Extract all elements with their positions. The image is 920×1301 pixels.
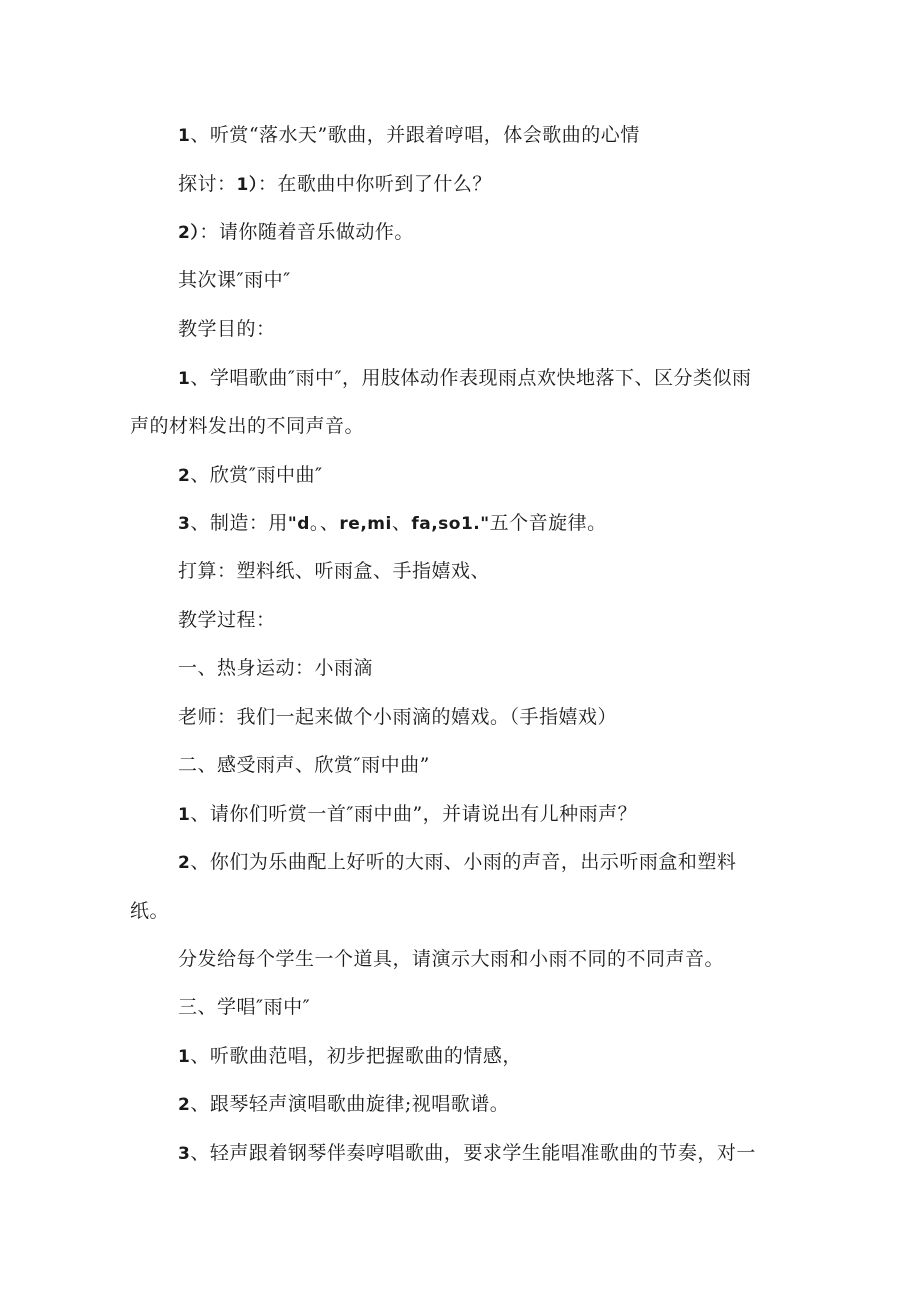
- paragraph-text: 、请你们听赏一首″雨中曲”，并请说出有儿种雨声？: [190, 803, 638, 825]
- item-number: 2: [178, 1095, 191, 1115]
- section-heading-process: 教学过程：: [178, 609, 276, 631]
- paragraph-text: 、听赏“落水天”歌曲，并跟着哼唱，体会歌曲的心情: [190, 124, 640, 146]
- paragraph-section-three: 三、学唱″雨中″: [178, 996, 311, 1018]
- item-number: 3: [178, 514, 191, 534]
- paragraph-text: 、制造：用: [190, 512, 288, 534]
- paragraph-preparation: 打算：塑料纸、听雨盒、手指嬉戏、: [178, 560, 491, 582]
- note-text: fa,so1.": [411, 514, 490, 534]
- paragraph-objective-1: [178, 366, 752, 391]
- paragraph-teacher: 老师：我们一起来做个小雨滴的嬉戏。（手指嬉戏）: [178, 706, 618, 728]
- item-number: 1: [178, 369, 191, 389]
- paragraph-step-1: [178, 802, 637, 827]
- paragraph-sing-step-1: [178, 1044, 522, 1069]
- paragraph-listen-song: [178, 123, 640, 148]
- section-heading-objectives: 教学目的：: [178, 318, 276, 340]
- paragraph-text: 、跟琴轻声演唱歌曲旋律;视唱歌谱。: [190, 1093, 510, 1115]
- note-text: "d: [287, 514, 310, 534]
- item-number: 2: [178, 853, 191, 873]
- paragraph-text: 、你们为乐曲配上好听的大雨、小雨的声音，出示听雨盒和塑料: [190, 851, 737, 873]
- paragraph-discussion-1: [178, 172, 492, 197]
- paragraph-objective-2: [178, 463, 323, 488]
- item-number: 1: [178, 805, 191, 825]
- paragraph-sing-step-2: [178, 1092, 509, 1117]
- paragraph-continuation: 声的材料发出的不同声音。: [130, 415, 365, 437]
- paragraph-warmup: 一、热身运动：小雨滴: [178, 657, 374, 679]
- paragraph-step-2: [178, 850, 736, 875]
- paragraph-section-two: 二、感受雨声、欣赏″雨中曲”: [178, 754, 430, 776]
- paragraph-text: 。、: [309, 512, 340, 534]
- paragraph-distribute: 分发给每个学生一个道具，请演示大雨和小雨不同的不同声音。: [178, 948, 725, 970]
- item-number: 3: [178, 1144, 191, 1164]
- paragraph-text: 五个音旋律。: [489, 512, 607, 534]
- item-number: 2）: [178, 223, 200, 243]
- paragraph-text: ：请你随着音乐做动作。: [199, 221, 414, 243]
- paragraph-discussion-2: [178, 220, 414, 245]
- paragraph-text: 、学唱歌曲″雨中″，用肢体动作表现雨点欢快地落下、区分类似雨: [190, 367, 752, 389]
- item-number: 1: [178, 126, 191, 146]
- item-number: 1: [178, 1047, 191, 1067]
- paragraph-continuation: 纸。: [130, 900, 170, 922]
- paragraph-text: 、: [391, 512, 412, 534]
- paragraph-text: 探讨：: [178, 173, 237, 195]
- paragraph-objective-3: [178, 511, 607, 536]
- lesson-heading: 其次课″雨中″: [178, 269, 291, 291]
- note-text: re,mi: [339, 514, 392, 534]
- item-number: 1）: [236, 175, 258, 195]
- paragraph-text: 、欣赏″雨中曲″: [190, 464, 323, 486]
- paragraph-text: ：在歌曲中你听到了什么？: [257, 173, 492, 195]
- item-number: 2: [178, 466, 191, 486]
- paragraph-text: 、轻声跟着钢琴伴奏哼唱歌曲，要求学生能唱准歌曲的节奏，对一: [190, 1142, 756, 1164]
- paragraph-text: 、听歌曲范唱，初步把握歌曲的情感，: [190, 1045, 522, 1067]
- paragraph-sing-step-3: [178, 1141, 756, 1166]
